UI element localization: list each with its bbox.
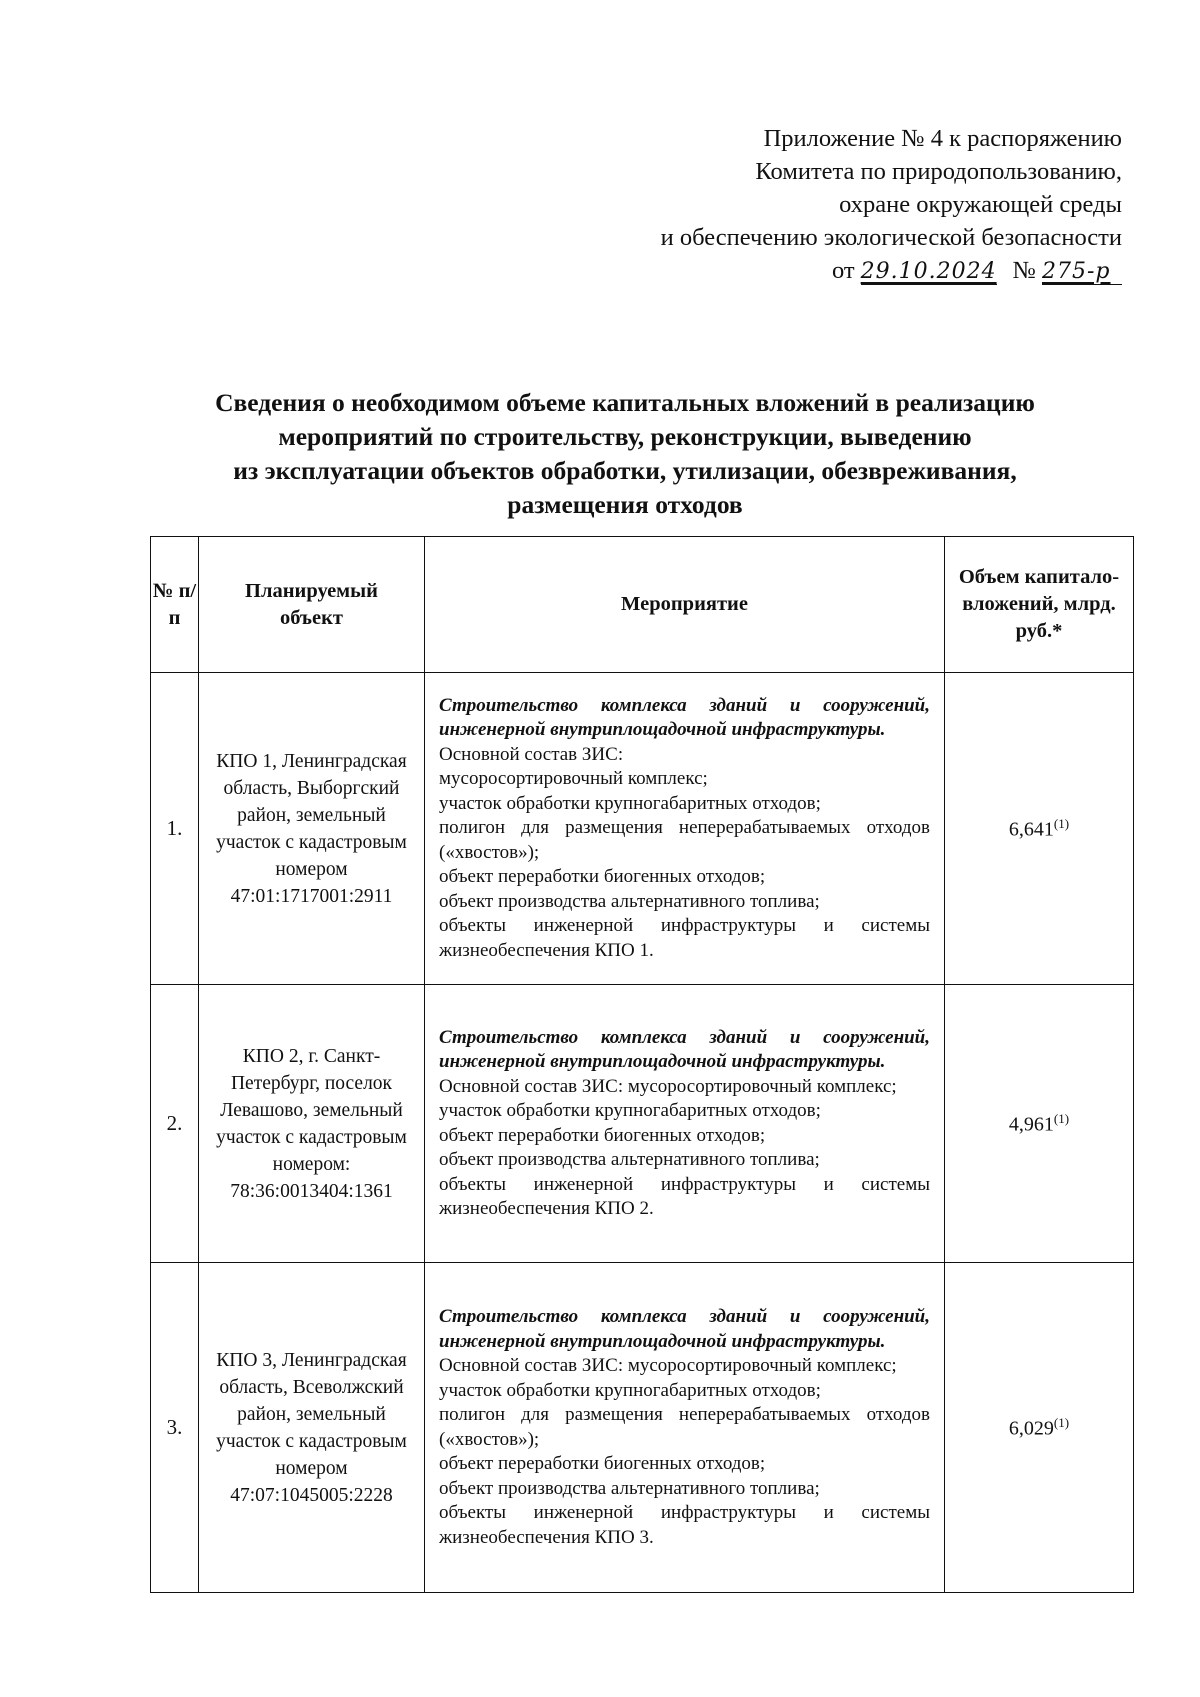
activity-title: Строительство комплекса зданий и сооружений, инженерной внутриплощадочной инфраструктуры. (439, 694, 930, 741)
row-activity (425, 985, 945, 1263)
date-prefix: от (832, 257, 855, 284)
title-line: из эксплуатации объектов обработки, утилизации, обезвреживания, (233, 456, 1017, 485)
row-object: КПО 1, Ленинградская область, Выборгский район, земельный участок с кадастровым номером 47:01:1717001:2911 (199, 673, 425, 985)
activity-line: объекты инженерной инфраструктуры и системы жизнеобеспечения КПО 2. (439, 1173, 930, 1219)
activity-title: Строительство комплекса зданий и сооружений, инженерной внутриплощадочной инфраструктуры. (439, 1026, 930, 1072)
activity-line: объект переработки биогенных отходов; (439, 1453, 766, 1474)
row-activity (425, 1263, 945, 1593)
table-header-row (151, 537, 1134, 673)
header-line: и обеспечению экологической безопасности (660, 224, 1122, 251)
number-handwritten: 275-р (1042, 259, 1111, 284)
volume-value: 4,961 (1008, 1113, 1054, 1136)
activity-title: Строительство комплекса зданий и сооружений, инженерной внутриплощадочной инфраструктуры. (439, 1306, 930, 1352)
header-volume: Объем капитало-вложений, млрд. руб.* (945, 537, 1134, 673)
title-line: размещения отходов (507, 490, 743, 519)
row-activity (425, 673, 945, 985)
header-line: охране окружающей среды (839, 191, 1122, 218)
date-field (861, 259, 997, 285)
volume-note: (1) (1053, 1414, 1070, 1430)
activity-line: объект переработки биогенных отходов; (439, 866, 766, 888)
activity-line: объекты инженерной инфраструктуры и системы жизнеобеспечения КПО 3. (439, 1502, 930, 1548)
activity-line: участок обработки крупногабаритных отходов; (439, 1379, 821, 1401)
row-num: 3. (151, 1263, 199, 1593)
row-num: 2. (151, 985, 199, 1263)
title-line: мероприятий по строительству, реконструкции, выведению (278, 422, 972, 451)
activity-line: участок обработки крупногабаритных отходов; (439, 792, 821, 814)
header-line: Комитета по природопользованию, (755, 158, 1122, 185)
table-row (151, 673, 1134, 985)
document-title (150, 386, 1100, 522)
table-row (151, 985, 1134, 1263)
row-volume (945, 985, 1134, 1263)
activity-line: объект переработки биогенных отходов; (439, 1124, 766, 1146)
activity-line: Основной состав ЗИС: мусоросортировочный комплекс; (439, 1075, 897, 1097)
volume-note: (1) (1053, 815, 1070, 831)
title-line: Сведения о необходимом объеме капитальных вложений в реализацию (215, 388, 1035, 417)
activity-line: объект производства альтернативного топлива; (439, 1477, 820, 1499)
number-prefix: № (1012, 257, 1036, 284)
date-handwritten: 29.10.2024 (860, 259, 997, 284)
row-volume (945, 1263, 1134, 1593)
activity-line: мусоросортировочный комплекс; (439, 768, 708, 790)
header-num: № п/п (151, 537, 199, 673)
investment-table (150, 536, 1134, 1593)
activity-line: полигон для размещения неперерабатываемых отходов («хвостов»); (439, 817, 930, 863)
date-number-line (661, 254, 1122, 287)
header-line: Приложение № 4 к распоряжению (763, 125, 1122, 152)
document-header (661, 122, 1122, 287)
table-row (151, 1263, 1134, 1593)
activity-line: объект производства альтернативного топлива; (439, 1149, 820, 1170)
row-volume (945, 673, 1134, 985)
header-object: Планируемый объект (199, 537, 425, 673)
activity-line: полигон для размещения неперерабатываемых отходов («хвостов»); (439, 1404, 930, 1450)
number-field (1042, 259, 1122, 285)
row-object: КПО 2, г. Санкт-Петербург, поселок Левашово, земельный участок с кадастровым номером: 78:36:0013404:1361 (199, 985, 425, 1263)
volume-value: 6,029 (1008, 1417, 1054, 1440)
row-num: 1. (151, 673, 199, 985)
activity-line: Основной состав ЗИС: (439, 743, 624, 765)
volume-note: (1) (1053, 1110, 1070, 1126)
header-activity: Мероприятие (425, 537, 945, 673)
activity-line: участок обработки крупногабаритных отходов; (439, 1100, 821, 1121)
row-object: КПО 3, Ленинградская область, Всеволжский район, земельный участок с кадастровым номером 47:07:1045005:2228 (199, 1263, 425, 1593)
activity-line: объекты инженерной инфраструктуры и системы жизнеобеспечения КПО 1. (439, 915, 930, 961)
activity-line: Основной состав ЗИС: мусоросортировочный комплекс; (439, 1355, 897, 1376)
volume-value: 6,641 (1008, 818, 1054, 841)
activity-line: объект производства альтернативного топлива; (439, 890, 820, 912)
